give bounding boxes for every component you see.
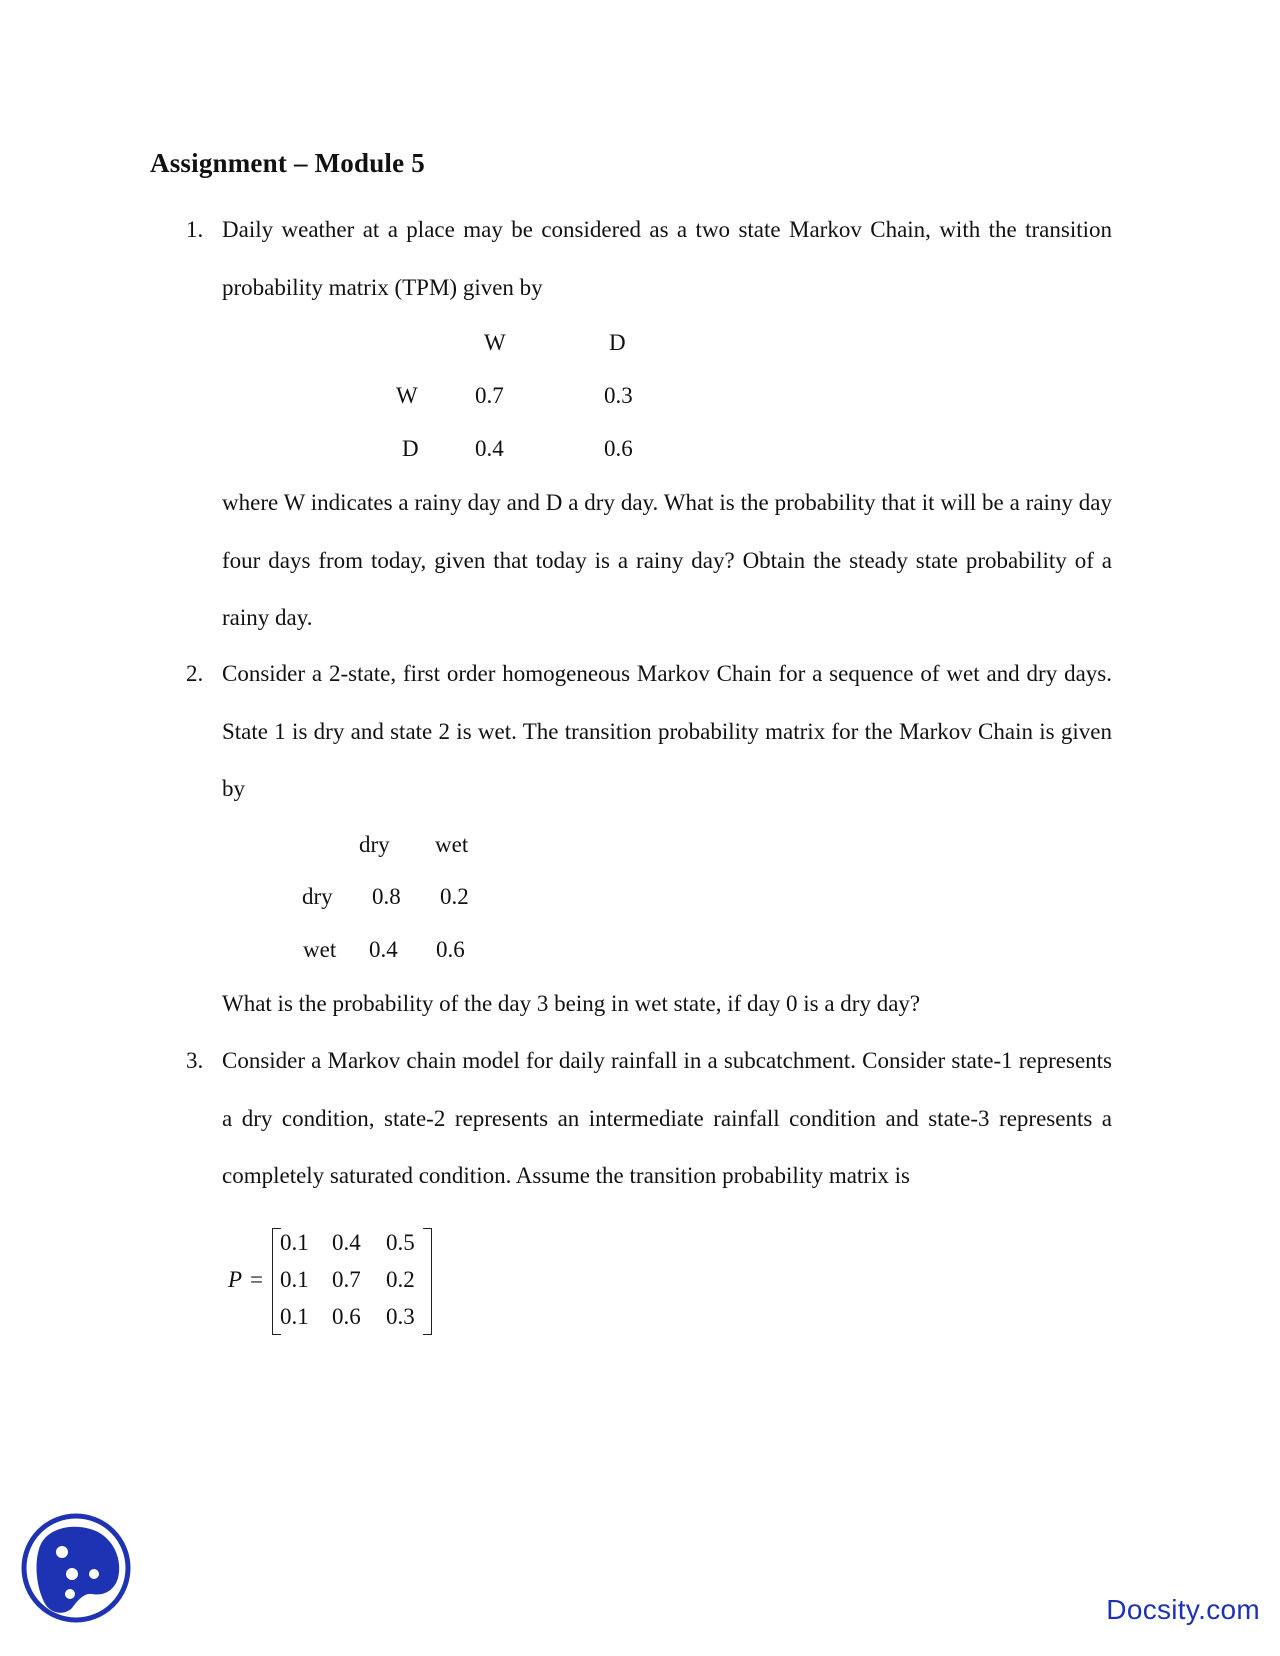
tpm1-cell: 0.6: [604, 436, 633, 461]
matrix-cell: 0.7: [332, 1267, 361, 1292]
matrix-cell: 0.3: [386, 1304, 415, 1329]
matrix-cell: 0.2: [386, 1267, 415, 1292]
question-1-intro: Daily weather at a place may be considered as a two state Markov Chain, with the transition probability matrix (TPM) given by: [222, 217, 1112, 300]
tpm2-row-label: dry: [302, 884, 333, 909]
docsity-logo-icon[interactable]: [20, 1512, 132, 1624]
page-title: Assignment – Module 5: [150, 148, 425, 178]
tpm1-cell: 0.7: [475, 383, 504, 408]
matrix-cell: 0.1: [280, 1304, 309, 1329]
tpm2-cell: 0.6: [436, 937, 465, 962]
tpm2-col-header: dry: [359, 832, 390, 857]
matrix-cell: 0.1: [280, 1267, 309, 1292]
tpm1-col-header: D: [609, 330, 626, 355]
matrix-cell: 0.5: [386, 1230, 415, 1255]
tpm2-row-label: wet: [303, 937, 337, 962]
tpm2-col-header: wet: [435, 832, 469, 857]
question-2-intro: Consider a 2-state, first order homogeneous Markov Chain for a sequence of wet and dry days. State 1 is dry and state 2 is wet. The transition probability matrix for the Markov Chain is given by: [222, 661, 1112, 801]
matrix-symbol: P: [228, 1267, 243, 1292]
tpm1-row-label: W: [396, 383, 418, 408]
question-2-number: 2.: [186, 661, 204, 686]
matrix-cell: 0.1: [280, 1230, 309, 1255]
matrix-cell: 0.6: [332, 1304, 361, 1329]
question-1-number: 1.: [186, 217, 204, 242]
tpm1-cell: 0.4: [475, 436, 504, 461]
tpm2-cell: 0.2: [440, 884, 469, 909]
tpm2-cell: 0.4: [369, 937, 398, 962]
question-3-intro: Consider a Markov chain model for daily rainfall in a subcatchment. Consider state-1 represents a dry condition, state-2 represents an intermediate rainfall condition and state-3 represents a completely saturated condition. Assume the transition probability matrix is: [222, 1048, 1112, 1188]
matrix-equals: =: [250, 1267, 263, 1292]
question-3-number: 3.: [186, 1048, 204, 1073]
tpm2-cell: 0.8: [372, 884, 401, 909]
tpm1-row-label: D: [402, 436, 419, 461]
question-1-text: where W indicates a rainy day and D a dry day. What is the probability that it will be a rainy day four days from today, given that today is a rainy day? Obtain the steady state probability of a rainy day.: [222, 490, 1112, 630]
tpm1-col-header: W: [484, 330, 506, 355]
tpm1-cell: 0.3: [604, 383, 633, 408]
question-2-text: What is the probability of the day 3 being in wet state, if day 0 is a dry day?: [222, 991, 921, 1016]
matrix-cell: 0.4: [332, 1230, 361, 1255]
docsity-brand-link[interactable]: Docsity.com: [1106, 1594, 1260, 1625]
